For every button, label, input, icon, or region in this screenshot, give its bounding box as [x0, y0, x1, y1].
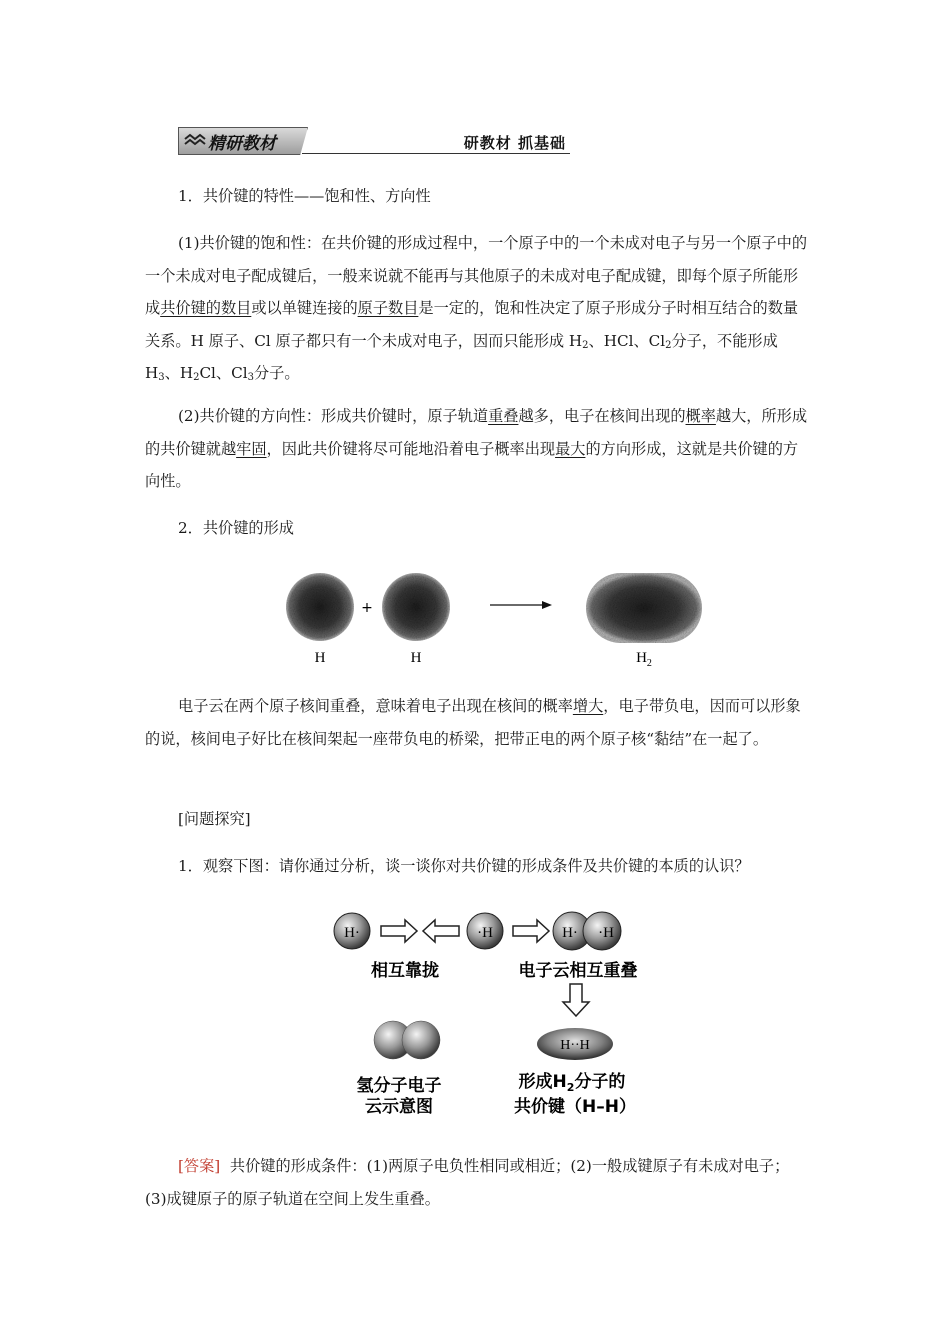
section1-paragraph2: (2)共价键的方向性：形成共价键时，原子轨道重叠越多，电子在核间出现的概率越大，所形成的共价键就越牢固，因此共价键将尽可能地沿着电子概率出现最大的方向形成，这就是共价键的方向性。 [145, 407, 808, 490]
section2-title: 2．共价键的形成 [178, 519, 294, 537]
answer-paragraph: [答案] 共价键的形成条件：(1)两原子电负性相同或相近；(2)一般成键原子有未成对电子；(3)成键原子的原子轨道在空间上发生重叠。 [145, 1157, 790, 1208]
caption-bond-line2: 共价键（H–H） [514, 1097, 636, 1117]
h-atom-cloud-right [382, 573, 450, 641]
label-h2-molecule: $H_2$ [636, 650, 652, 669]
arrow-down-hollow [563, 984, 589, 1016]
book-logo-icon [184, 133, 206, 149]
arrow-left-hollow [423, 920, 459, 942]
cloud-ball-right [402, 1021, 440, 1059]
h-atom-left-label: H· [344, 925, 360, 941]
caption-cloud-line1: 氢分子电子 [356, 1076, 442, 1096]
banner-subtitle: 研教材 抓基础 [463, 134, 566, 152]
electron-cloud-overlap-figure [280, 565, 710, 675]
h2-molecule-cloud [586, 573, 702, 643]
reaction-arrow-head [542, 601, 552, 609]
banner-rule [302, 153, 570, 154]
arrow-right-hollow-2 [513, 920, 549, 942]
h-atom-right-label: ·H [477, 925, 493, 941]
caption-approach: 相互靠拢 [371, 961, 439, 981]
section1-title: 1．共价键的特性——饱和性、方向性 [178, 187, 431, 205]
label-h-right: H [410, 650, 422, 666]
label-h-left: H [314, 650, 326, 666]
overlap-label-left: H· [562, 925, 578, 941]
banner-title: 精研教材 [208, 134, 276, 154]
section-banner [178, 127, 570, 155]
section2-paragraph: 电子云在两个原子核间重叠，意味着电子出现在核间的概率增大，电子带负电，因而可以形象的说，核间电子好比在核间架起一座带负电的桥梁，把带正电的两个原子核“黏结”在一起了。 [145, 697, 801, 748]
caption-bond-line1: 形成$H_2$分子的 [518, 1072, 626, 1094]
h2-bond-label: H··H [560, 1038, 590, 1053]
h-atom-cloud-left [286, 573, 354, 641]
section1-paragraph1: (1)共价键的饱和性：在共价键的形成过程中，一个原子中的一个未成对电子与另一个原子中的一个未成对电子配成键后，一般来说就不能再与其他原子的未成对电子配成键，即每个原子所能形成共价键的数目或以单键连接的原子数目是一定的，饱和性决定了原子形成分子时相互结合的数量关系。H 原子、Cl 原子都只有一个未成对电子，因而只能形成 $H_2$、HCl、$Cl_2$分子，不能形成 $H_3$、$H_2Cl$、$Cl_3$分子。 [145, 234, 808, 383]
inquiry-question-1: 1．观察下图：请你通过分析，谈一谈你对共价键的形成条件及共价键的本质的认识？ [178, 857, 750, 875]
caption-overlap: 电子云相互重叠 [518, 961, 638, 981]
overlap-label-right: ·H [598, 925, 614, 941]
caption-cloud-line2: 云示意图 [365, 1097, 433, 1117]
inquiry-label: [问题探究] [178, 810, 251, 828]
answer-tag: [答案] [178, 1157, 221, 1175]
covalent-bond-formation-figure [325, 900, 665, 1130]
arrow-right-hollow [381, 920, 417, 942]
plus-sign: + [361, 600, 373, 616]
